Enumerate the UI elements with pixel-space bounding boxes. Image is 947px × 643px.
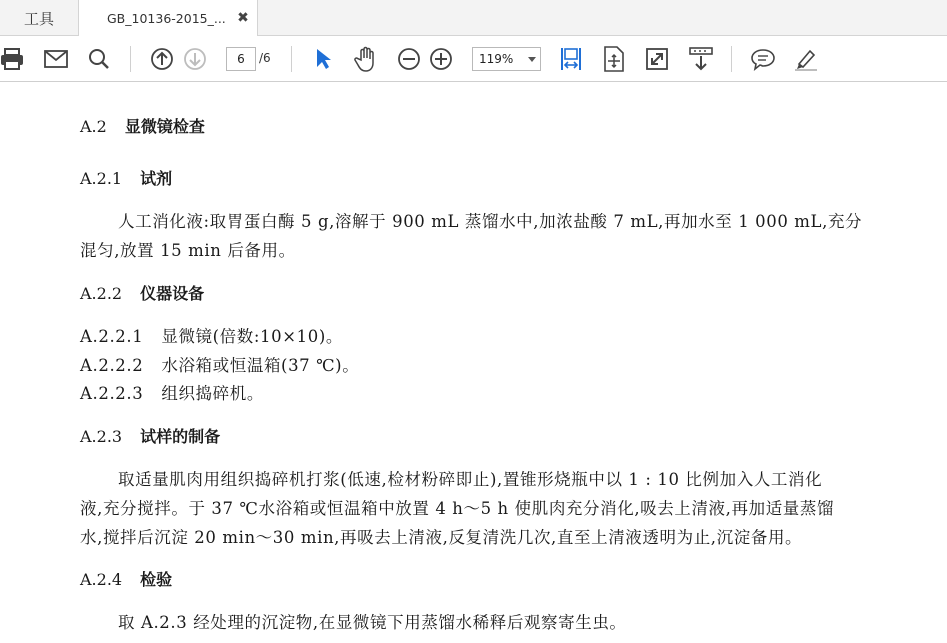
list-item-a222 xyxy=(80,352,359,376)
section-number: A.2.3 xyxy=(80,427,123,446)
page-down-icon[interactable] xyxy=(180,44,210,74)
item-number: A.2.2.1 xyxy=(80,327,144,346)
section-heading-a23 xyxy=(80,424,220,447)
scroll-mode-icon[interactable] xyxy=(686,44,716,74)
comment-icon[interactable] xyxy=(748,44,778,74)
item-text: 显微镜(倍数:10×10)。 xyxy=(161,327,343,346)
zoom-out-icon[interactable] xyxy=(394,44,424,74)
section-heading-a2 xyxy=(80,114,205,137)
section-title: 检验 xyxy=(140,570,173,589)
list-item-a223 xyxy=(80,380,264,404)
fit-page-icon[interactable] xyxy=(599,44,629,74)
tab-document-label: GB_10136-2015_... xyxy=(107,11,226,26)
item-text: 水浴箱或恒温箱(37 ℃)。 xyxy=(161,356,360,375)
fullscreen-icon[interactable] xyxy=(642,44,672,74)
list-item-a221 xyxy=(80,323,343,347)
tab-tools[interactable]: 工具 xyxy=(23,9,54,28)
section-title: 仪器设备 xyxy=(140,284,205,303)
page-total: /6 xyxy=(259,51,271,65)
section-title: 显微镜检查 xyxy=(124,117,205,136)
section-heading-a21 xyxy=(80,166,172,189)
search-icon[interactable] xyxy=(84,44,114,74)
paragraph-line: 取 A.2.3 经处理的沉淀物,在显微镜下用蒸馏水稀释后观察寄生虫。 xyxy=(118,613,627,632)
toolbar-separator xyxy=(130,46,131,72)
paragraph-line: 水,搅拌后沉淀 20 min～30 min,再吸去上清液,反复清洗几次,直至上清液透明为止,沉淀备用。 xyxy=(80,528,803,547)
print-icon[interactable] xyxy=(0,44,27,74)
hand-tool-icon[interactable] xyxy=(351,44,381,74)
mail-icon[interactable] xyxy=(41,44,71,74)
chevron-down-icon xyxy=(528,57,536,62)
section-number: A.2 xyxy=(80,117,107,136)
zoom-in-icon[interactable] xyxy=(426,44,456,74)
section-heading-a22 xyxy=(80,281,204,304)
item-number: A.2.2.3 xyxy=(80,384,144,403)
toolbar xyxy=(0,36,947,82)
paragraph-line: 人工消化液:取胃蛋白酶 5 g,溶解于 900 mL 蒸馏水中,加浓盐酸 7 mL,再加水至 1 000 mL,充分 xyxy=(118,212,863,231)
section-number: A.2.1 xyxy=(80,169,123,188)
fit-width-icon[interactable] xyxy=(556,44,586,74)
page-up-icon[interactable] xyxy=(147,44,177,74)
zoom-select[interactable] xyxy=(472,47,541,71)
tab-document[interactable] xyxy=(78,0,258,37)
highlight-pen-icon[interactable] xyxy=(791,44,821,74)
tab-bar xyxy=(0,0,947,36)
section-title: 试剂 xyxy=(140,169,173,188)
paragraph-line: 取适量肌肉用组织捣碎机打浆(低速,检材粉碎即止),置锥形烧瓶中以 1 : 10 比例加入人工消化 xyxy=(118,470,823,489)
paragraph-line: 混匀,放置 15 min 后备用。 xyxy=(80,241,296,260)
select-cursor-icon[interactable] xyxy=(308,44,338,74)
item-number: A.2.2.2 xyxy=(80,356,144,375)
paragraph-line: 液,充分搅拌。于 37 ℃水浴箱或恒温箱中放置 4 h～5 h 使肌肉充分消化,吸去上清液,再加适量蒸馏 xyxy=(80,499,835,518)
close-icon[interactable]: ✖ xyxy=(237,10,249,26)
page-number-input[interactable] xyxy=(226,47,256,71)
item-text: 组织捣碎机。 xyxy=(161,384,264,403)
document-page xyxy=(0,83,947,643)
section-number: A.2.4 xyxy=(80,570,123,589)
section-number: A.2.2 xyxy=(80,284,123,303)
section-heading-a24 xyxy=(80,567,172,590)
toolbar-separator xyxy=(291,46,292,72)
toolbar-separator xyxy=(731,46,732,72)
section-title: 试样的制备 xyxy=(140,427,221,446)
zoom-value: 119% xyxy=(479,52,514,66)
